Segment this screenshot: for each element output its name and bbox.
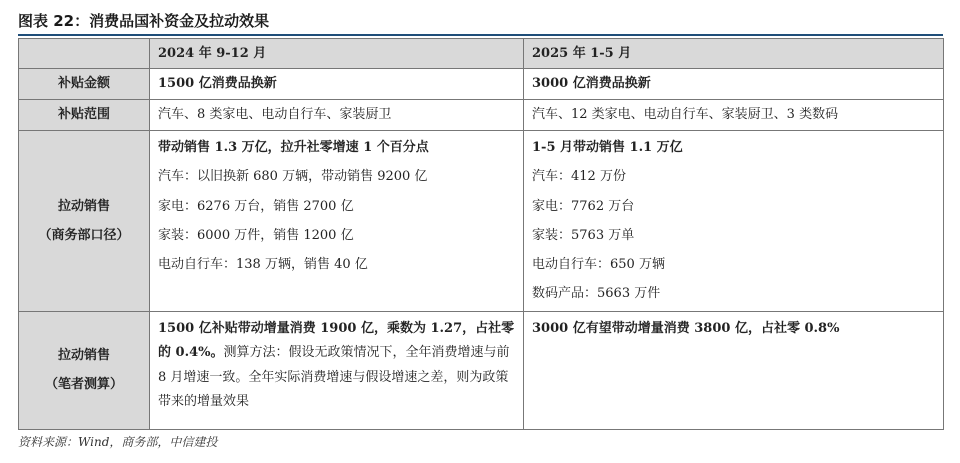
figure-title-bar	[18, 8, 943, 36]
subsidy-table	[18, 38, 944, 430]
row-label-sales-mofcom	[19, 131, 150, 312]
sales-author-2024-method: 测算方法：假设无政策情况下，全年消费增速与前 8 月增速一致。全年实际消费增速与假设增速之差，则为政策带来的增量效果	[158, 345, 510, 410]
table-row-amount	[19, 69, 944, 100]
table-header-row	[19, 39, 944, 69]
source-note: 资料来源：Wind，商务部，中信建投	[18, 435, 218, 449]
scope-2025: 汽车、12 类家电、电动自行车、家装厨卫、3 类数码	[524, 100, 944, 131]
row-label-sales-author	[19, 311, 150, 429]
sales-mofcom-2024	[150, 131, 524, 312]
header-2025: 2025 年 1-5 月	[524, 39, 944, 69]
sales-2025-appliance: 家电：7762 万台	[532, 198, 635, 214]
sales-2024-home: 家装：6000 万件，销售 1200 亿	[158, 227, 354, 243]
header-2024: 2024 年 9-12 月	[150, 39, 524, 69]
row-label-sales-author-line2: （笔者测算）	[44, 377, 123, 393]
header-blank-cell	[19, 39, 150, 69]
amount-2024: 1500 亿消费品换新	[150, 69, 524, 100]
sales-author-2024	[150, 311, 524, 429]
figure-title: 图表 22：消费品国补资金及拉动效果	[18, 12, 270, 30]
sales-2024-appliance: 家电：6276 万台，销售 2700 亿	[158, 198, 354, 214]
row-label-sales-author-line1: 拉动销售	[57, 347, 110, 363]
sales-mofcom-2025	[524, 131, 944, 312]
sales-2025-summary: 1-5 月带动销售 1.1 万亿	[532, 140, 683, 155]
sales-2025-ebike: 电动自行车：650 万辆	[532, 257, 665, 273]
sales-2025-auto: 汽车：412 万份	[532, 169, 626, 185]
row-label-amount: 补贴金额	[19, 69, 150, 100]
sales-author-2025-estimate: 3000 亿有望带动增量消费 3800 亿，占社零 0.8%	[532, 320, 840, 336]
table-row-scope	[19, 100, 944, 131]
sales-author-2024-estimate: 1500 亿补贴带动增量消费 1900 亿，乘数为 1.27，占社零的 0.4%。	[158, 320, 515, 361]
sales-2025-digital: 数码产品：5663 万件	[532, 286, 661, 302]
table-row-sales-author	[19, 311, 944, 429]
amount-2025: 3000 亿消费品换新	[524, 69, 944, 100]
row-label-sales-mofcom-line1: 拉动销售	[57, 198, 110, 214]
sales-author-2025	[524, 311, 944, 429]
table-row-sales-mofcom	[19, 131, 944, 312]
row-label-sales-mofcom-line2: （商务部口径）	[38, 227, 130, 243]
sales-2024-summary: 带动销售 1.3 万亿，拉升社零增速 1 个百分点	[158, 140, 429, 155]
sales-2025-home: 家装：5763 万单	[532, 227, 635, 243]
sales-2024-ebike: 电动自行车：138 万辆，销售 40 亿	[158, 257, 368, 273]
scope-2024: 汽车、8 类家电、电动自行车、家装厨卫	[150, 100, 524, 131]
sales-2024-auto: 汽车：以旧换新 680 万辆，带动销售 9200 亿	[158, 169, 428, 185]
row-label-scope: 补贴范围	[19, 100, 150, 131]
